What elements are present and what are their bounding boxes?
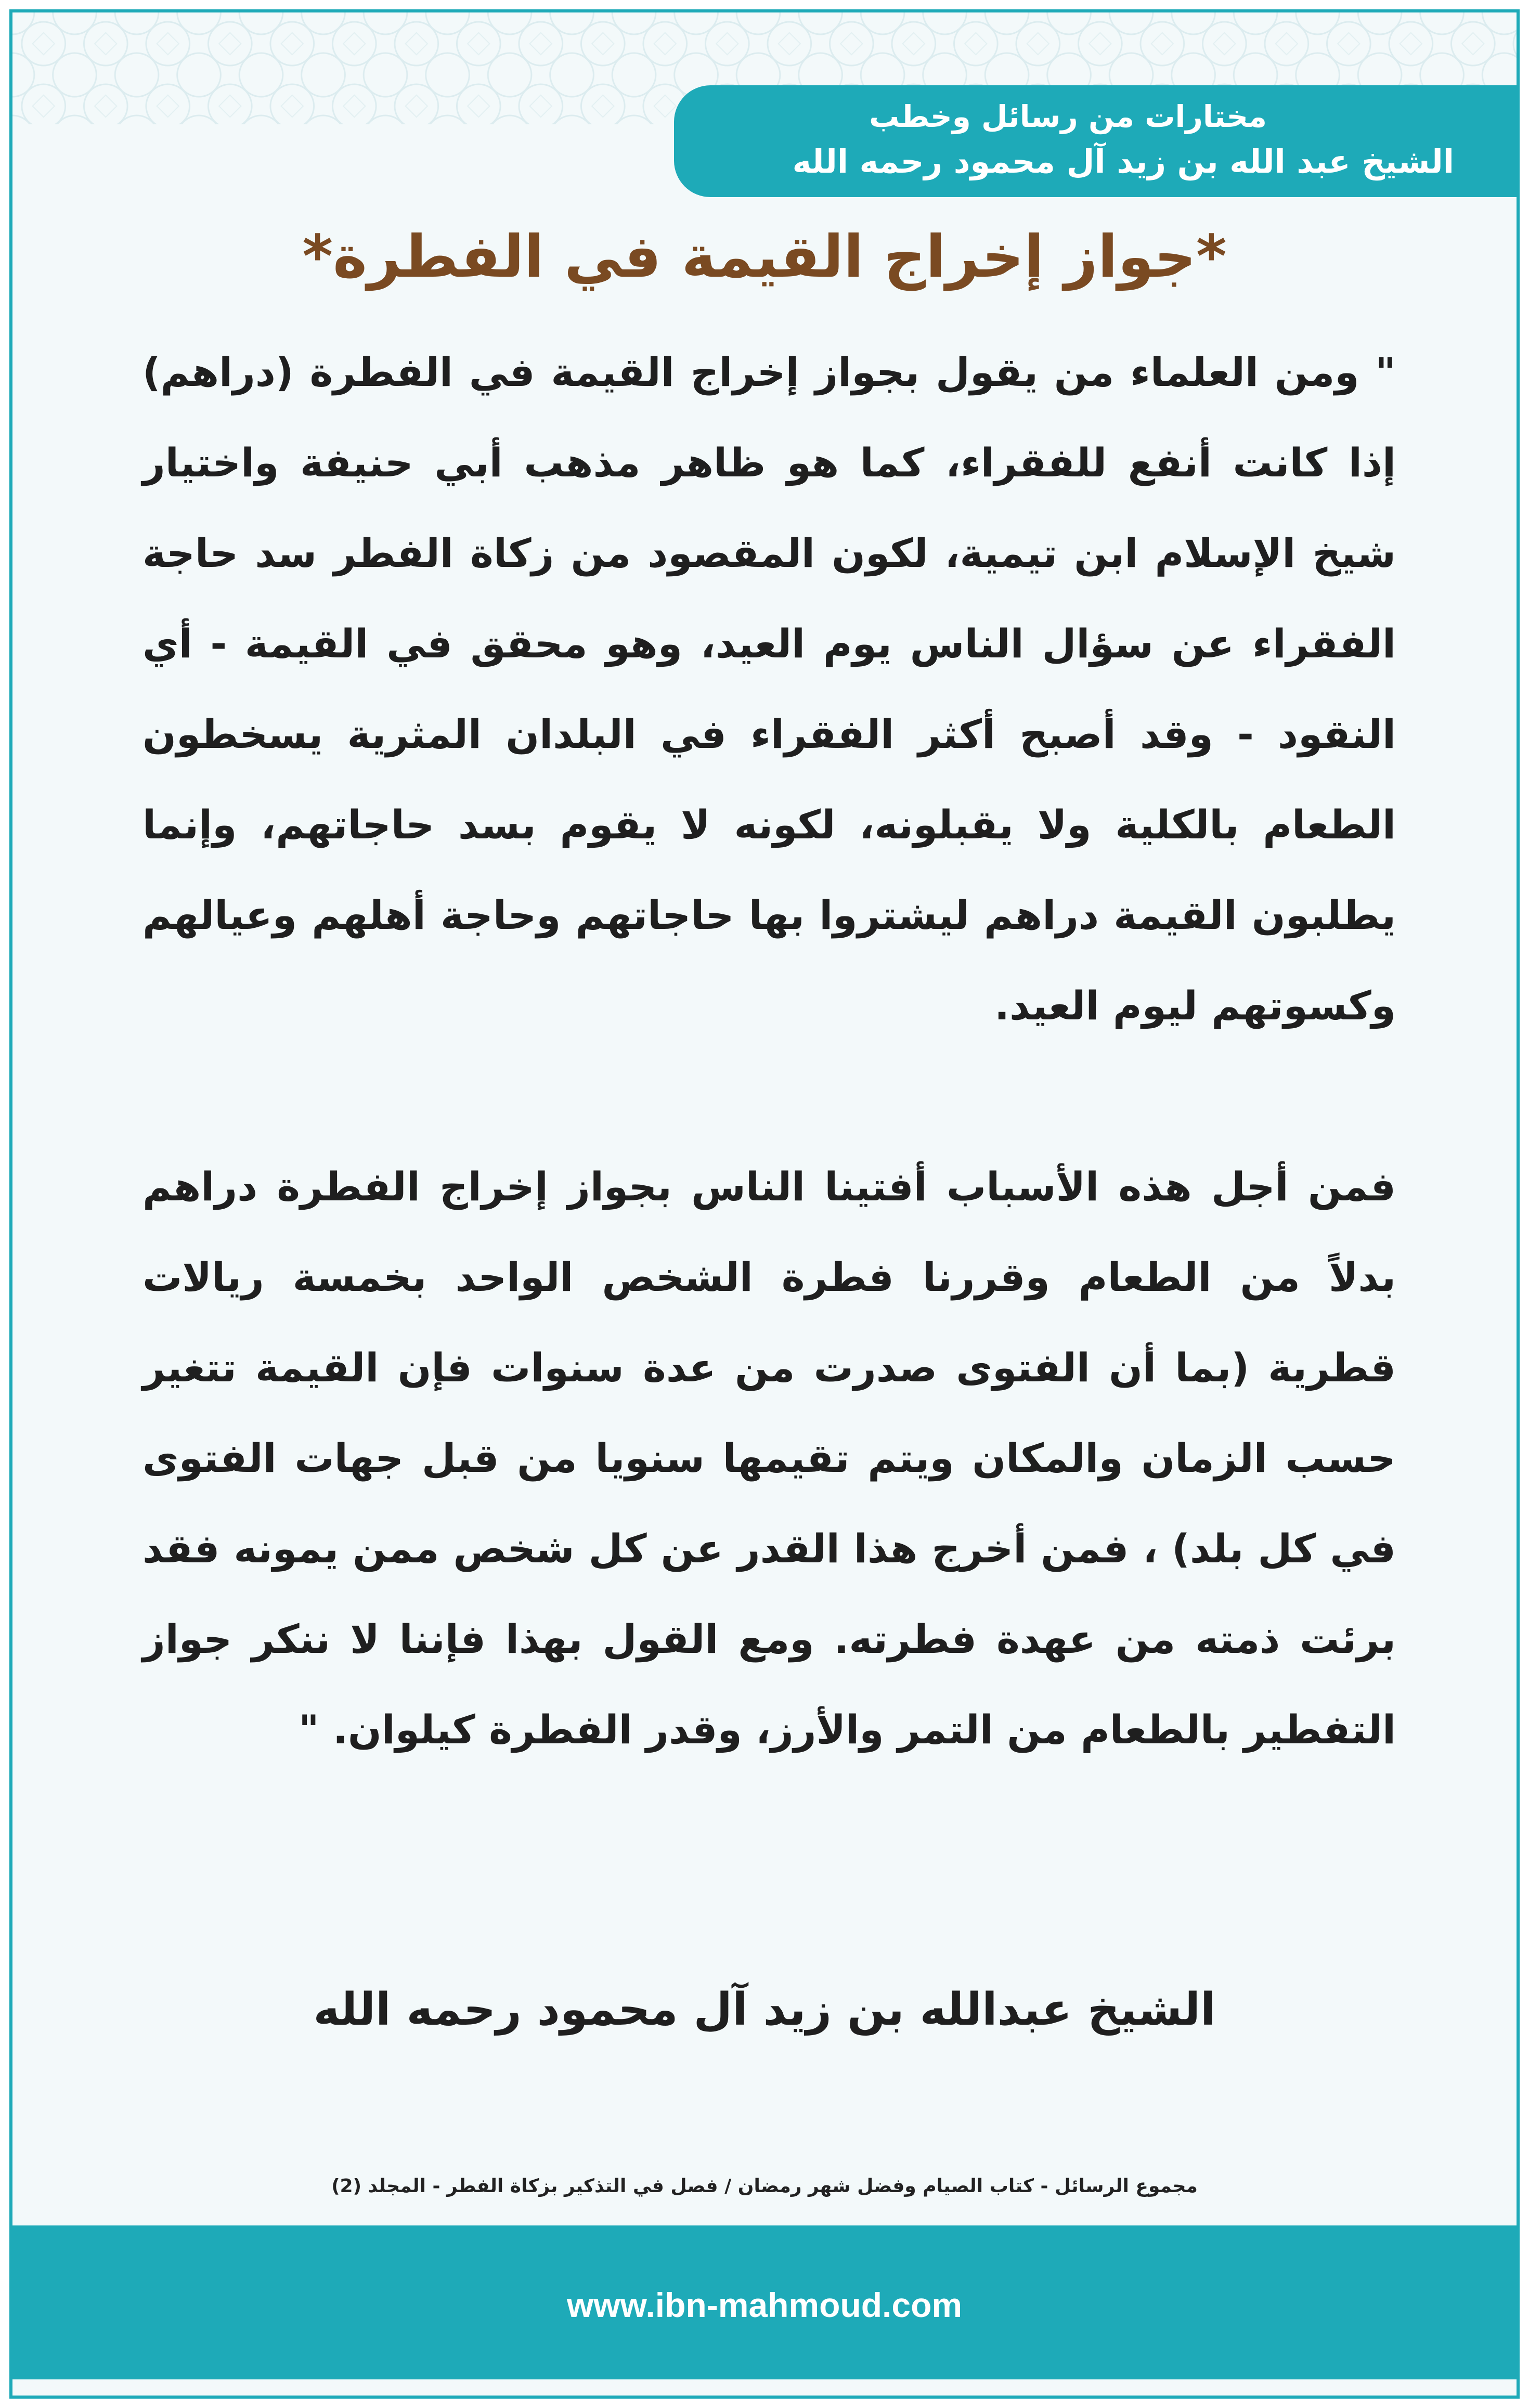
header-author: الشيخ عبد الله بن زيد آل محمود رحمه الله <box>792 143 1454 180</box>
footer-banner <box>12 2225 1517 2379</box>
quote-body <box>142 327 1396 1775</box>
header-subtitle: مختارات من رسائل وخطب <box>869 99 1267 134</box>
header-banner <box>674 85 1517 197</box>
author-signature: الشيخ عبدالله بن زيد آل محمود رحمه الله <box>313 1984 1216 2036</box>
website-link[interactable]: www.ibn-mahmoud.com <box>566 2286 963 2324</box>
paragraph-2: فمن أجل هذه الأسباب أفتينا الناس بجواز إخراج الفطرة دراهم بدلاً من الطعام وقررنا فطرة الشخص الواحد بخمسة ريالات قطرية (بما أن الفتوى صدرت من عدة سنوات فإن القيمة تتغير حسب الزمان والمكان ويتم تقيمها سنويا من قبل جهات الفتوى في كل بلد) ، فمن أخرج هذا القدر عن كل شخص ممن يمونه فقد برئت ذمته من عهدة فطرته. ومع القول بهذا فإننا لا ننكر جواز التفطير بالطعام من التمر والأرز، وقدر الفطرة كيلوان. " <box>142 1163 1396 1753</box>
paragraph-1: " ومن العلماء من يقول بجواز إخراج القيمة في الفطرة (دراهم) إذا كانت أنفع للفقراء، كما هو ظاهر مذهب أبي حنيفة واختيار شيخ الإسلام ابن تيمية، لكون المقصود من زكاة الفطر سد حاجة الفقراء عن سؤال الناس يوم العيد، وهو محقق في القيمة - أي النقود - وقد أصبح أكثر الفقراء في البلدان المثرية يسخطون الطعام بالكلية ولا يقبلونه، لكونه لا يقوم بسد حاجاتهم، وإنما يطلبون القيمة دراهم ليشتروا بها حاجاتهم وحاجة أهلهم وعيالهم وكسوتهم ليوم العيد. <box>142 349 1396 1029</box>
page-frame <box>9 9 1520 2399</box>
page-title: *جواز إخراج القيمة في الفطرة* <box>302 223 1227 291</box>
source-citation: مجموع الرسائل - كتاب الصيام وفضل شهر رمضان / فصل في التذكير بزكاة الفطر - المجلد (2) <box>331 2176 1198 2197</box>
